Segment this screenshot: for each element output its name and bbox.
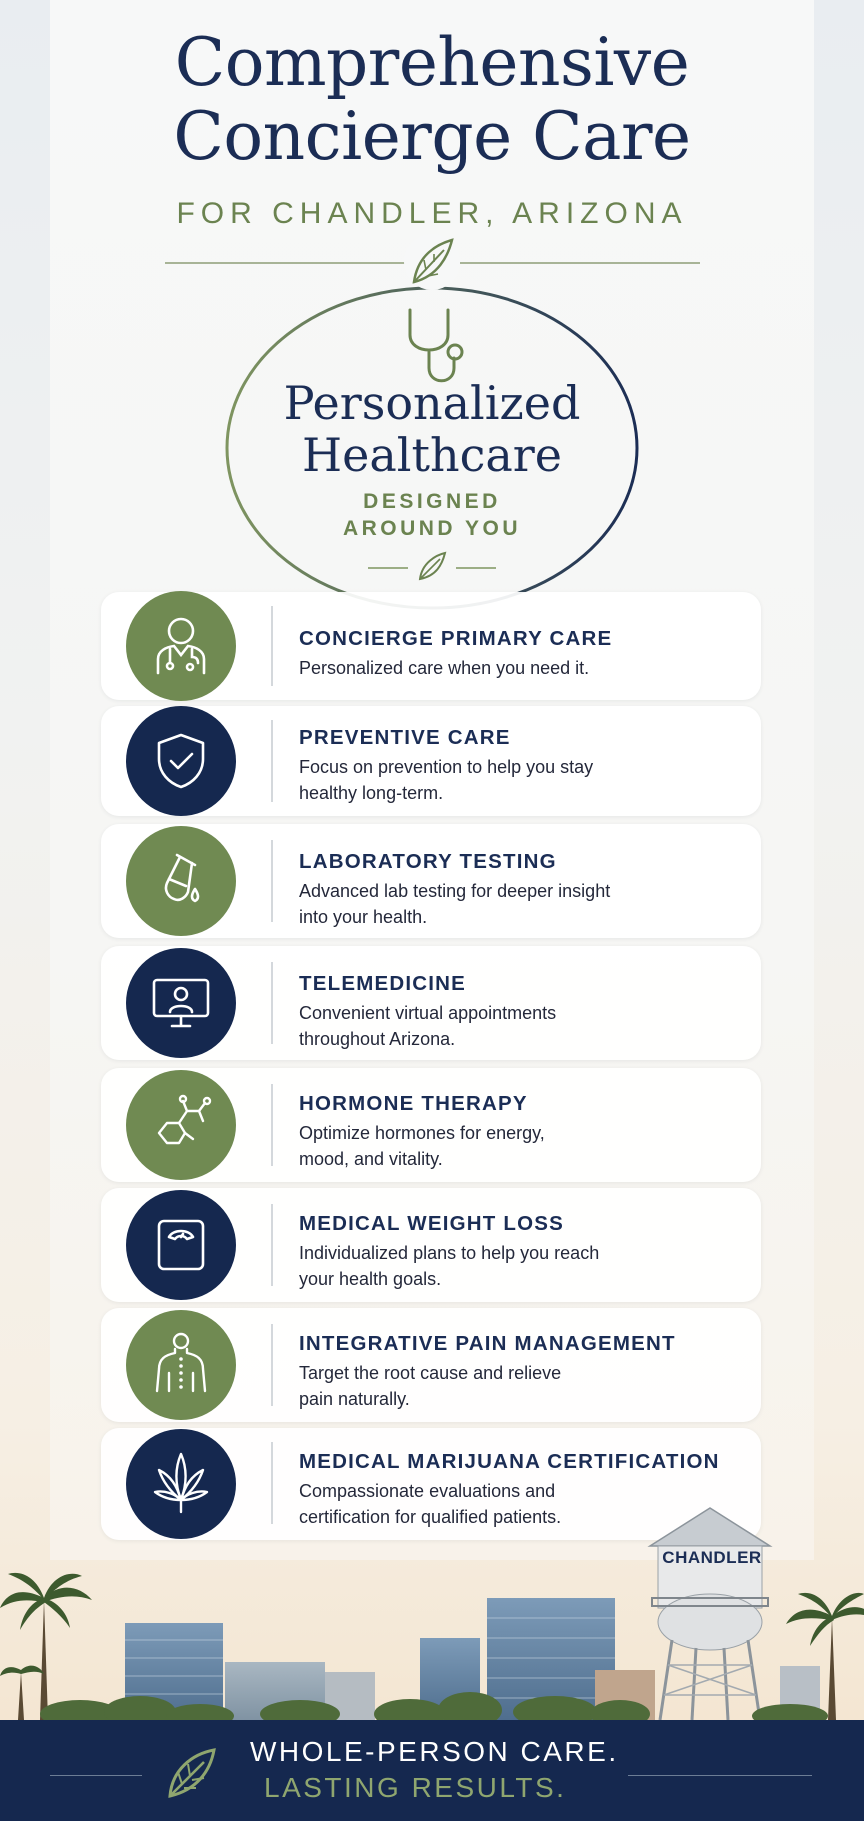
molecule-icon	[126, 1070, 236, 1180]
feature-heading-line-1: Personalized	[283, 376, 581, 430]
service-title: CONCIERGE PRIMARY CARE	[299, 627, 613, 650]
title-line-1: Comprehensive	[174, 24, 690, 101]
card-divider	[271, 1324, 273, 1406]
water-tower-label: CHANDLER	[662, 1548, 762, 1567]
card-divider	[271, 840, 273, 922]
service-title: HORMONE THERAPY	[299, 1092, 528, 1115]
service-description: Advanced lab testing for deeper insight into your health.	[299, 881, 611, 927]
card-divider	[271, 1084, 273, 1166]
service-card-laboratory-testing	[101, 824, 761, 938]
subtitle: FOR CHANDLER, ARIZONA	[176, 197, 688, 230]
service-title: INTEGRATIVE PAIN MANAGEMENT	[299, 1332, 676, 1355]
card-divider	[271, 720, 273, 802]
leaf-icon	[404, 234, 460, 290]
service-title: LABORATORY TESTING	[299, 850, 557, 873]
service-description: Optimize hormones for energy, mood, and vitality.	[299, 1123, 545, 1169]
service-title: PREVENTIVE CARE	[299, 726, 511, 749]
service-card-preventive-care	[101, 706, 761, 816]
service-description: Individualized plans to help you reach your health goals.	[299, 1243, 600, 1289]
small-leaf-icon	[420, 553, 445, 579]
stethoscope-icon	[410, 310, 462, 381]
service-description: Personalized care when you need it.	[299, 658, 590, 678]
feature-tagline-line-2: AROUND YOU	[342, 517, 522, 540]
chandler-skyline	[0, 1490, 864, 1722]
shield-check-icon	[126, 706, 236, 816]
service-description: Target the root cause and relieve pain naturally.	[299, 1363, 562, 1409]
service-card-integrative-pain-management	[101, 1308, 761, 1422]
service-card-telemedicine	[101, 946, 761, 1060]
service-description: Compassionate evaluations and certification for qualified patients.	[299, 1481, 562, 1527]
footer-line-2: LASTING RESULTS.	[264, 1772, 567, 1803]
service-card-medical-weight-loss	[101, 1188, 761, 1302]
water-tower	[650, 1508, 770, 1720]
monitor-person-icon	[126, 948, 236, 1058]
scale-icon	[126, 1190, 236, 1300]
leaf-icon	[160, 1742, 224, 1806]
title-line-2: Concierge Care	[173, 98, 691, 175]
service-description: Convenient virtual appointments throughout Arizona.	[299, 1003, 557, 1049]
feature-heading-line-2: Healthcare	[302, 428, 562, 482]
footer-divider-left	[50, 1775, 142, 1776]
service-card-primary-care	[101, 592, 761, 700]
doctor-icon	[126, 591, 236, 701]
service-card-hormone-therapy	[101, 1068, 761, 1182]
test-tube-icon	[126, 826, 236, 936]
service-description: Focus on prevention to help you stay healthy long-term.	[299, 757, 594, 803]
feature-tagline-line-1: DESIGNED	[363, 490, 501, 513]
service-title: MEDICAL WEIGHT LOSS	[299, 1212, 565, 1235]
footer-divider-right	[628, 1775, 812, 1776]
card-divider	[271, 606, 273, 686]
card-divider	[271, 962, 273, 1044]
body-spine-icon	[126, 1310, 236, 1420]
service-title: MEDICAL MARIJUANA CERTIFICATION	[299, 1450, 720, 1473]
card-divider	[271, 1204, 273, 1286]
footer-line-1: WHOLE-PERSON CARE.	[250, 1736, 619, 1767]
service-title: TELEMEDICINE	[299, 972, 467, 995]
